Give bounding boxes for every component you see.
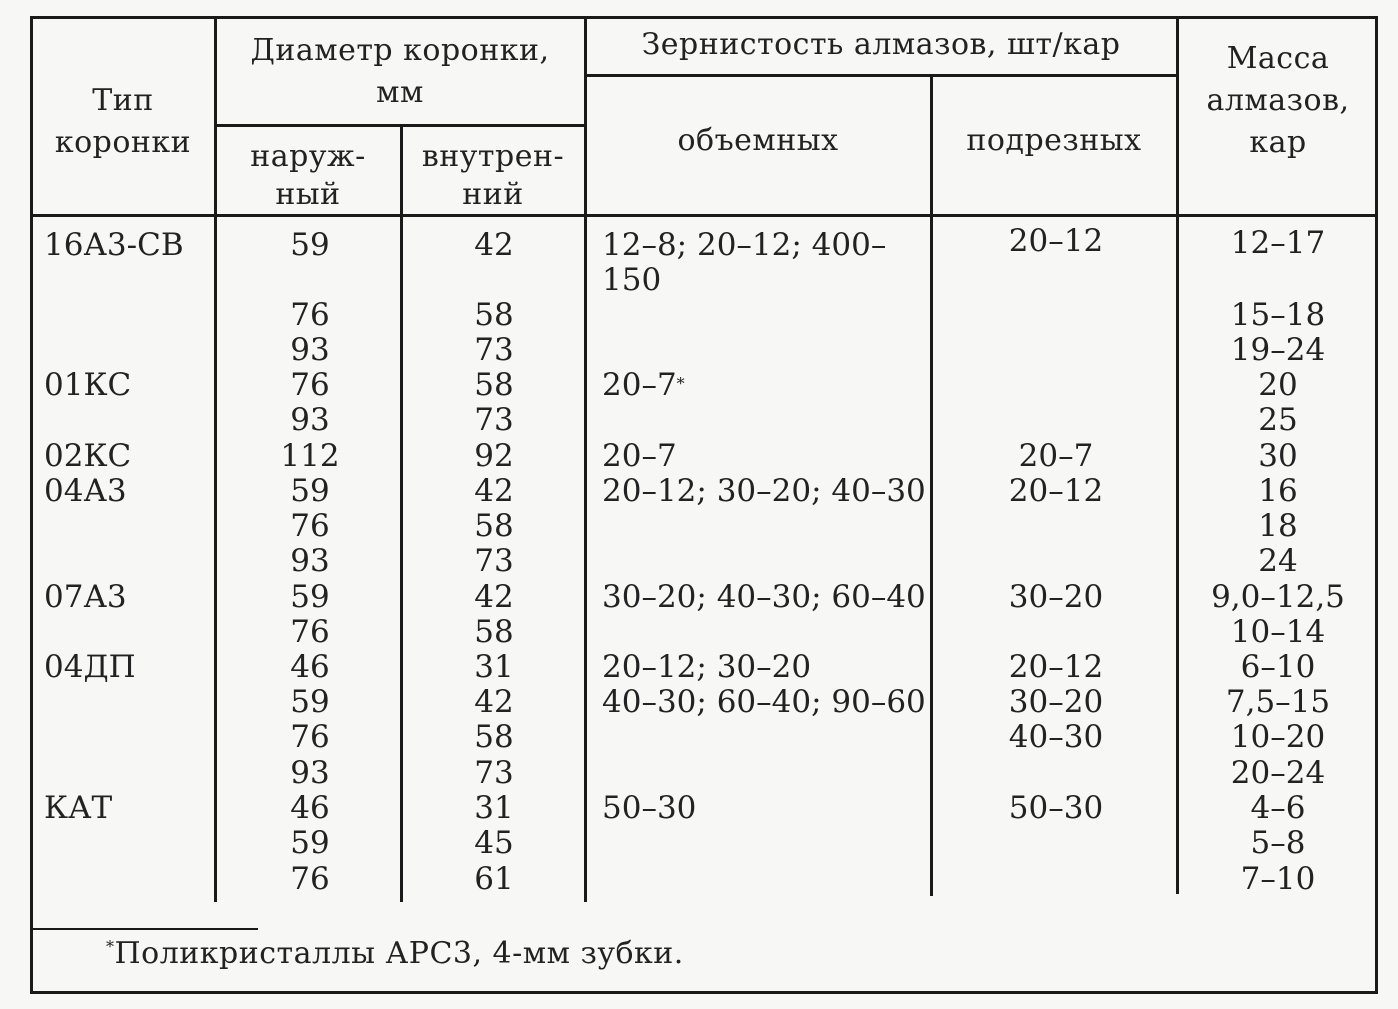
cell-inner-text: 31 (474, 649, 514, 685)
cell-inner (404, 615, 584, 650)
cell-mass-text: 15–18 (1230, 297, 1326, 333)
cell-mass (1180, 650, 1376, 685)
header-volume: объемных (677, 123, 839, 158)
cell-mass-text: 24 (1258, 543, 1298, 579)
cell-volume-text: 20–12; 30–20; 40–30 (602, 473, 926, 509)
cell-type-text: 01КС (44, 367, 132, 403)
header-bottom-rule (32, 214, 1376, 217)
cell-outer (220, 403, 400, 438)
cell-outer (220, 333, 400, 368)
cell-mass-text: 6–10 (1240, 649, 1316, 685)
cell-mass (1180, 368, 1376, 403)
cell-volume-text: 20–12; 30–20 (602, 649, 812, 685)
cell-volume-text: 40–30; 60–40; 90–60 (602, 684, 926, 720)
cell-volume (602, 474, 932, 509)
cell-inner (404, 826, 584, 861)
cell-mass (1180, 685, 1376, 720)
cell-outer (220, 474, 400, 509)
cell-volume (602, 685, 932, 720)
cell-mass-text: 10–20 (1230, 719, 1326, 755)
cell-mass-text: 30 (1258, 438, 1298, 474)
cell-inner-text: 58 (474, 508, 514, 544)
cell-cutting (936, 224, 1176, 259)
cell-cutting-text: 20–12 (1008, 223, 1104, 259)
header-cutting: подрезных (966, 123, 1142, 158)
cell-inner (404, 650, 584, 685)
cell-mass (1180, 439, 1376, 474)
cell-mass (1180, 333, 1376, 368)
cell-mass (1180, 298, 1376, 333)
cell-cutting-text: 50–30 (1008, 790, 1104, 826)
cell-inner (404, 509, 584, 544)
cell-outer (220, 862, 400, 897)
cell-inner-text: 73 (474, 332, 514, 368)
cell-cutting-text: 20–7 (1018, 438, 1094, 474)
cell-outer-text: 59 (290, 227, 330, 263)
cell-inner-text: 73 (474, 755, 514, 791)
cell-outer-text: 46 (290, 790, 330, 826)
cell-type-text: 04А3 (44, 473, 127, 509)
cell-inner (404, 720, 584, 755)
cell-volume (602, 650, 932, 685)
cell-inner-text: 92 (474, 438, 514, 474)
cell-inner-text: 58 (474, 719, 514, 755)
cell-volume (602, 368, 932, 403)
cell-mass-text: 25 (1258, 402, 1298, 438)
cell-mass (1180, 509, 1376, 544)
cell-cutting (936, 474, 1176, 509)
header-inner: внутрен- ний (421, 139, 565, 212)
cell-outer (220, 720, 400, 755)
cell-type-text: 04ДП (44, 649, 136, 685)
cell-volume-text: 50–30 (602, 790, 697, 826)
cell-outer (220, 756, 400, 791)
cell-mass-text: 12–17 (1230, 225, 1326, 261)
cell-mass-text: 20 (1258, 367, 1298, 403)
cell-inner-text: 42 (474, 579, 514, 615)
cell-inner-text: 61 (474, 861, 514, 897)
cell-outer-text: 76 (290, 719, 330, 755)
cell-outer-text: 76 (290, 508, 330, 544)
cell-outer-text: 93 (290, 332, 330, 368)
cell-type (44, 580, 214, 615)
cell-outer-text: 59 (290, 825, 330, 861)
cell-outer-text: 76 (290, 861, 330, 897)
cell-inner (404, 474, 584, 509)
col-divider-diameter (584, 18, 587, 902)
cell-mass-text: 10–14 (1230, 614, 1326, 650)
cell-inner-text: 31 (474, 790, 514, 826)
cell-cutting-text: 20–12 (1008, 649, 1104, 685)
cell-cutting-text: 20–12 (1008, 473, 1104, 509)
cell-inner (404, 544, 584, 579)
cell-outer-text: 76 (290, 367, 330, 403)
cell-inner-text: 45 (474, 825, 514, 861)
cell-mass (1180, 862, 1376, 897)
cell-outer-text: 112 (280, 438, 340, 474)
cell-inner-text: 58 (474, 367, 514, 403)
cell-type-text: 16А3-СВ (44, 227, 184, 263)
cell-outer-text: 93 (290, 543, 330, 579)
cell-volume (602, 228, 902, 298)
cell-outer (220, 439, 400, 474)
cell-inner (404, 685, 584, 720)
header-grain: Зернистость алмазов, шт/кар (641, 27, 1121, 62)
cell-inner (404, 791, 584, 826)
cell-volume (602, 580, 932, 615)
cell-inner (404, 298, 584, 333)
cell-inner (404, 368, 584, 403)
cell-type-text: 02КС (44, 438, 132, 474)
cell-volume-text: 30–20; 40–30; 60–40 (602, 579, 926, 615)
cell-outer (220, 580, 400, 615)
footnote-ref-mark: * (676, 374, 685, 393)
cell-outer-text: 93 (290, 755, 330, 791)
cell-mass (1180, 791, 1376, 826)
footnote-text: Поликристаллы АРС3, 4-мм зубки. (114, 936, 684, 971)
cell-mass (1180, 474, 1376, 509)
cell-inner (404, 580, 584, 615)
cell-volume-text: 20–7 (602, 367, 677, 403)
col-divider-type (214, 18, 217, 902)
cell-mass-text: 9,0–12,5 (1211, 579, 1345, 615)
cell-mass (1180, 826, 1376, 861)
row-divider-grain (584, 74, 1178, 77)
cell-inner-text: 73 (474, 402, 514, 438)
cell-mass (1180, 615, 1376, 650)
col-divider-grain (1176, 18, 1179, 894)
cell-mass (1180, 544, 1376, 579)
cell-mass-text: 4–6 (1250, 790, 1306, 826)
cell-type (44, 791, 214, 826)
cell-mass-text: 7,5–15 (1225, 684, 1331, 720)
cell-type (44, 439, 214, 474)
cell-mass-text: 20–24 (1230, 755, 1326, 791)
cell-inner (404, 862, 584, 897)
cell-mass-text: 19–24 (1230, 332, 1326, 368)
cell-inner (404, 228, 584, 263)
cell-mass (1180, 580, 1376, 615)
header-diameter: Диаметр коронки, мм (250, 33, 550, 110)
cell-mass (1180, 720, 1376, 755)
cell-outer (220, 544, 400, 579)
cell-volume (602, 439, 932, 474)
cell-type (44, 368, 214, 403)
cell-cutting (936, 685, 1176, 720)
cell-type (44, 650, 214, 685)
cell-cutting (936, 650, 1176, 685)
cell-mass (1180, 403, 1376, 438)
cell-cutting (936, 791, 1176, 826)
cell-mass (1180, 226, 1376, 261)
cell-cutting-text: 40–30 (1008, 719, 1104, 755)
cell-volume-text: 12–8; 20–12; 400–150 (602, 227, 887, 298)
cell-cutting (936, 580, 1176, 615)
header-type: Тип коронки (54, 83, 192, 160)
header-outer: наруж- ный (250, 139, 366, 212)
cell-outer (220, 298, 400, 333)
cell-mass-text: 16 (1258, 473, 1298, 509)
cell-inner (404, 333, 584, 368)
cell-outer-text: 93 (290, 402, 330, 438)
cell-inner (404, 403, 584, 438)
col-divider-outer (400, 126, 403, 902)
cell-mass-text: 7–10 (1240, 861, 1316, 897)
cell-cutting-text: 30–20 (1008, 579, 1104, 615)
cell-cutting (936, 439, 1176, 474)
cell-inner-text: 42 (474, 473, 514, 509)
cell-outer-text: 76 (290, 614, 330, 650)
cell-inner-text: 42 (474, 684, 514, 720)
cell-cutting (936, 720, 1176, 755)
cell-inner (404, 439, 584, 474)
footnote-mark: * (106, 937, 115, 956)
cell-outer (220, 685, 400, 720)
cell-type-text: КАТ (44, 790, 113, 826)
cell-volume-text: 20–7 (602, 438, 677, 474)
footnote (106, 936, 684, 971)
cell-mass (1180, 756, 1376, 791)
cell-outer (220, 509, 400, 544)
cell-type (44, 474, 214, 509)
cell-outer (220, 368, 400, 403)
cell-outer (220, 615, 400, 650)
cell-outer-text: 59 (290, 684, 330, 720)
cell-cutting-text: 30–20 (1008, 684, 1104, 720)
footnote-rule (32, 928, 258, 930)
cell-inner-text: 58 (474, 614, 514, 650)
row-divider-diameter (214, 124, 586, 127)
cell-mass-text: 5–8 (1250, 825, 1306, 861)
cell-outer (220, 791, 400, 826)
cell-outer-text: 76 (290, 297, 330, 333)
cell-outer (220, 650, 400, 685)
cell-inner-text: 73 (474, 543, 514, 579)
cell-inner-text: 42 (474, 227, 514, 263)
header-mass: Масса алмазов, кар (1206, 41, 1350, 160)
cell-outer-text: 46 (290, 649, 330, 685)
cell-mass-text: 18 (1258, 508, 1298, 544)
cell-outer-text: 59 (290, 579, 330, 615)
cell-outer (220, 228, 400, 263)
cell-outer-text: 59 (290, 473, 330, 509)
cell-volume (602, 791, 932, 826)
cell-inner-text: 58 (474, 297, 514, 333)
cell-type-text: 07А3 (44, 579, 127, 615)
cell-type (44, 228, 214, 263)
cell-inner (404, 756, 584, 791)
cell-outer (220, 826, 400, 861)
